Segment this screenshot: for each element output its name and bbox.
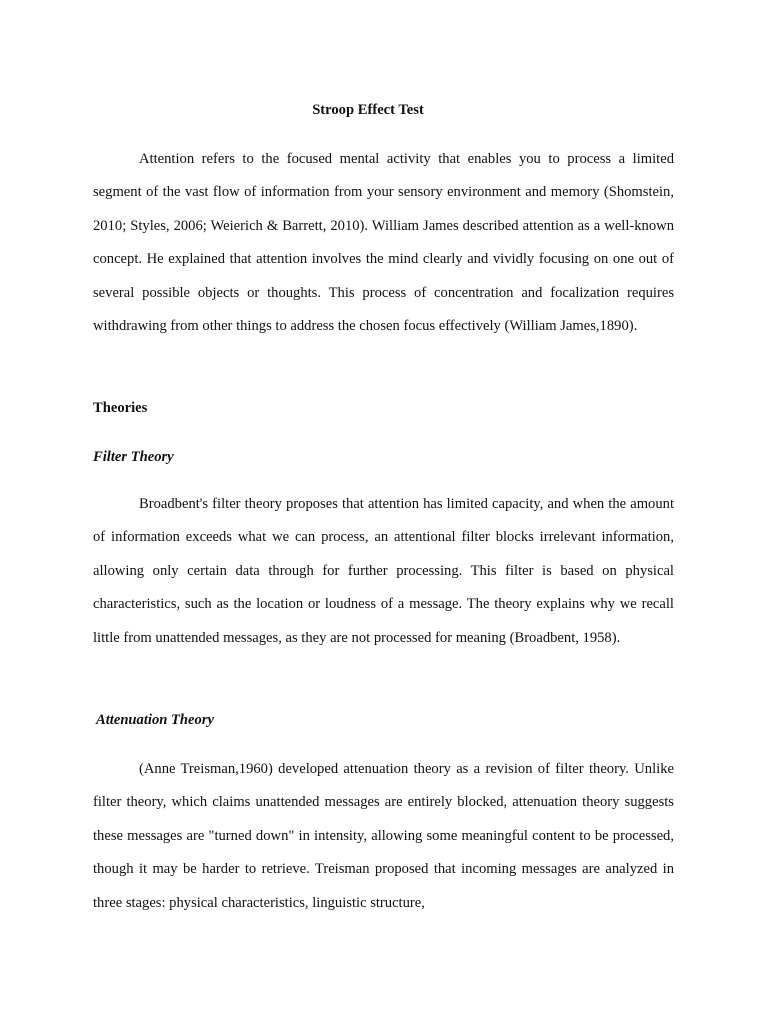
paragraph-intro — [93, 143, 674, 343]
paragraph-attenuation — [93, 753, 674, 920]
heading-filter-theory-text: Filter Theory — [93, 449, 174, 465]
heading-attenuation-theory-text: Attenuation Theory — [96, 712, 214, 728]
heading-theories-text: Theories — [93, 400, 148, 416]
heading-theories — [93, 398, 674, 418]
heading-filter-theory — [93, 447, 674, 467]
paragraph-filter-text: Broadbent's filter theory proposes that attention has limited capacity, and when the amount of information exceeds what we can process, an attentional filter blocks irrelevant information, allowing only certain data through for further processing. This filter is based on physical characteristics, such as the location or loudness of a message. The theory explains why we recall little from unattended messages, as they are not processed for meaning (Broadbent, 1958). — [93, 496, 674, 646]
heading-attenuation-theory — [96, 710, 677, 730]
document-title: Stroop Effect Test — [312, 102, 424, 118]
paragraph-attenuation-text: (Anne Treisman,1960) developed attenuation theory as a revision of filter theory. Unlike filter theory, which claims unattended messages are entirely blocked, attenuation theory suggests these messages are "turned down" in intensity, allowing some meaningful content to be processed, though it may be harder to retrieve. Treisman proposed that incoming messages are analyzed in three stages: physical characteristics, linguistic structure, — [93, 761, 674, 911]
paragraph-filter — [93, 488, 674, 655]
paragraph-intro-text: Attention refers to the focused mental activity that enables you to process a limited segment of the vast flow of information from your sensory environment and memory (Shomstein, 2010; Styles, 2006; Weierich & Barrett, 2010). William James described attention as a well-known concept. He explained that attention involves the mind clearly and vividly focusing on one out of several possible objects or thoughts. This process of concentration and focalization requires withdrawing from other things to address the chosen focus effectively (William James,1890). — [93, 151, 674, 335]
